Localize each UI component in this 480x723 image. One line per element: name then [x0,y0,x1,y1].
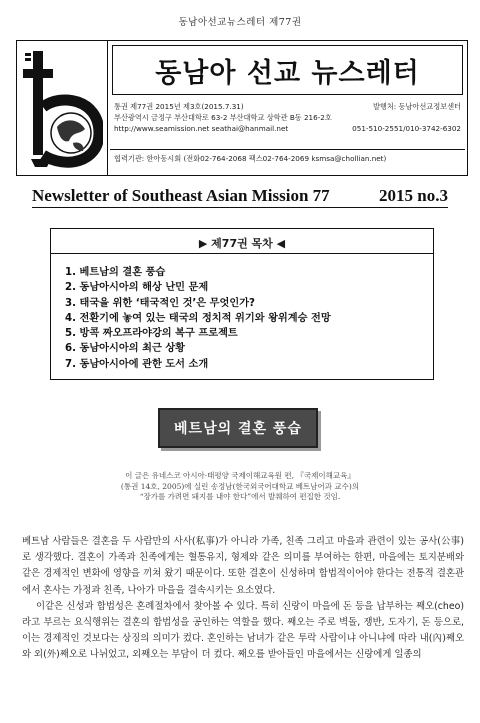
info-row [114,112,461,123]
issue-number: 2015 no.3 [379,186,448,205]
masthead [16,40,468,176]
divider [110,149,465,150]
table-of-contents [50,228,434,380]
mission-logo-icon [21,47,103,173]
partner-info: 협력기관: 한아동시회 (전화02-764-2068 팩스02-764-2069 ksmsa@chollian.net) [114,154,387,163]
toc-item: 5. 방콕 짜오프라야강의 복구 프로젝트 [65,328,238,340]
info-phone: 051-510-2551/010-3742-6302 [352,124,461,133]
article-body [22,534,464,664]
info-row [114,123,461,134]
toc-item: 4. 전환기에 놓여 있는 태국의 정치적 위기와 왕위계승 전망 [65,312,331,324]
running-header: 동남아선교뉴스레터 제77권 [178,17,302,28]
info-issue: 통권 제77권 2015년 제3호(2015.7.31) [114,102,244,111]
source-line: “장가를 가려면 돼지를 내야 한다”에서 발췌하여 편집한 것임. [139,492,341,501]
article-paragraph: 이같은 신성과 합법성은 혼례절차에서 찾아볼 수 있다. 특히 신랑이 마을에 돈 등을 납부하는 째오(cheo)라고 부르는 요식행위는 결혼의 합법성을 공인하는 역할을 했다. 째오는 주로 벽돌, 쟁반, 도자기, 돈 등으로, 이는 경제적인 것보다는 상징의 의미가 컸다. 혼인하는 남녀가 같은 투락 사람이냐 아니냐에 따라 내(內)째오와 외(外)째오로 나뉘었고, 외째오는 부담이 더 컸다. 째오를 받아들인 마을에서는 신랑에게 일종의 [22,600,464,661]
newsletter-title-box [112,45,463,95]
info-address: 부산광역시 금정구 부산대학로 63-2 부산대학교 상학관 B동 216-2호 [114,113,332,122]
toc-item: 1. 베트남의 결혼 풍습 [65,267,166,278]
info-web-email: http://www.seamission.net seathai@hanmail.net [114,124,289,133]
toc-item: 7. 동남아시아에 관한 도서 소개 [65,358,209,370]
toc-item: 2. 동남아시아의 해상 난민 문제 [65,282,209,294]
info-publisher: 발행처: 동남아선교정보센터 [372,102,461,111]
toc-title: ▶ 제77권 목차 ◀ [198,237,286,250]
article-title-banner [158,408,318,448]
masthead-info-panel [107,41,467,175]
newsletter-title: 동남아 선교 뉴스레터 [155,57,420,89]
source-line: (통권 14호, 2005)에 실린 송정남(한국외국어대학교 베트남어과 교수)의 [120,481,360,491]
publication-info [114,101,461,134]
source-line: 이 글은 유네스코 아시아·태평양 국제이해교육원 편, 『국제이해교육』 [125,471,355,480]
english-title: Newsletter of Southeast Asian Mission 77 [32,186,330,205]
english-header [32,186,448,208]
info-row [114,101,461,112]
toc-item: 3. 태국을 위한 ‘태국적인 것’은 무엇인가? [65,297,255,309]
article-title: 베트남의 결혼 풍습 [174,421,302,437]
article-source-note [30,471,450,503]
divider [51,253,433,254]
toc-list [65,265,423,372]
toc-item: 6. 동남아시아의 최근 상황 [65,343,186,355]
article-paragraph: 베트남 사람들은 결혼을 두 사람만의 사사(私事)가 아니라 가족, 친족 그리고 마을과 관련이 있는 공사(公事)로 생각했다. 결혼이 가족과 친족에게는 혈통유지, 형제와 같은 의미를 부여하는 한편, 마을에는 토지분배와 같은 경제적인 변화에 영향을 끼쳐 왔기 때문이다. 또한 결혼이 신성하며 합법적이어야 한다는 전통적 결혼관에서 혼사는 가정과 친족, 나아가 마을을 결속시키는 요소였다. [22,536,464,596]
